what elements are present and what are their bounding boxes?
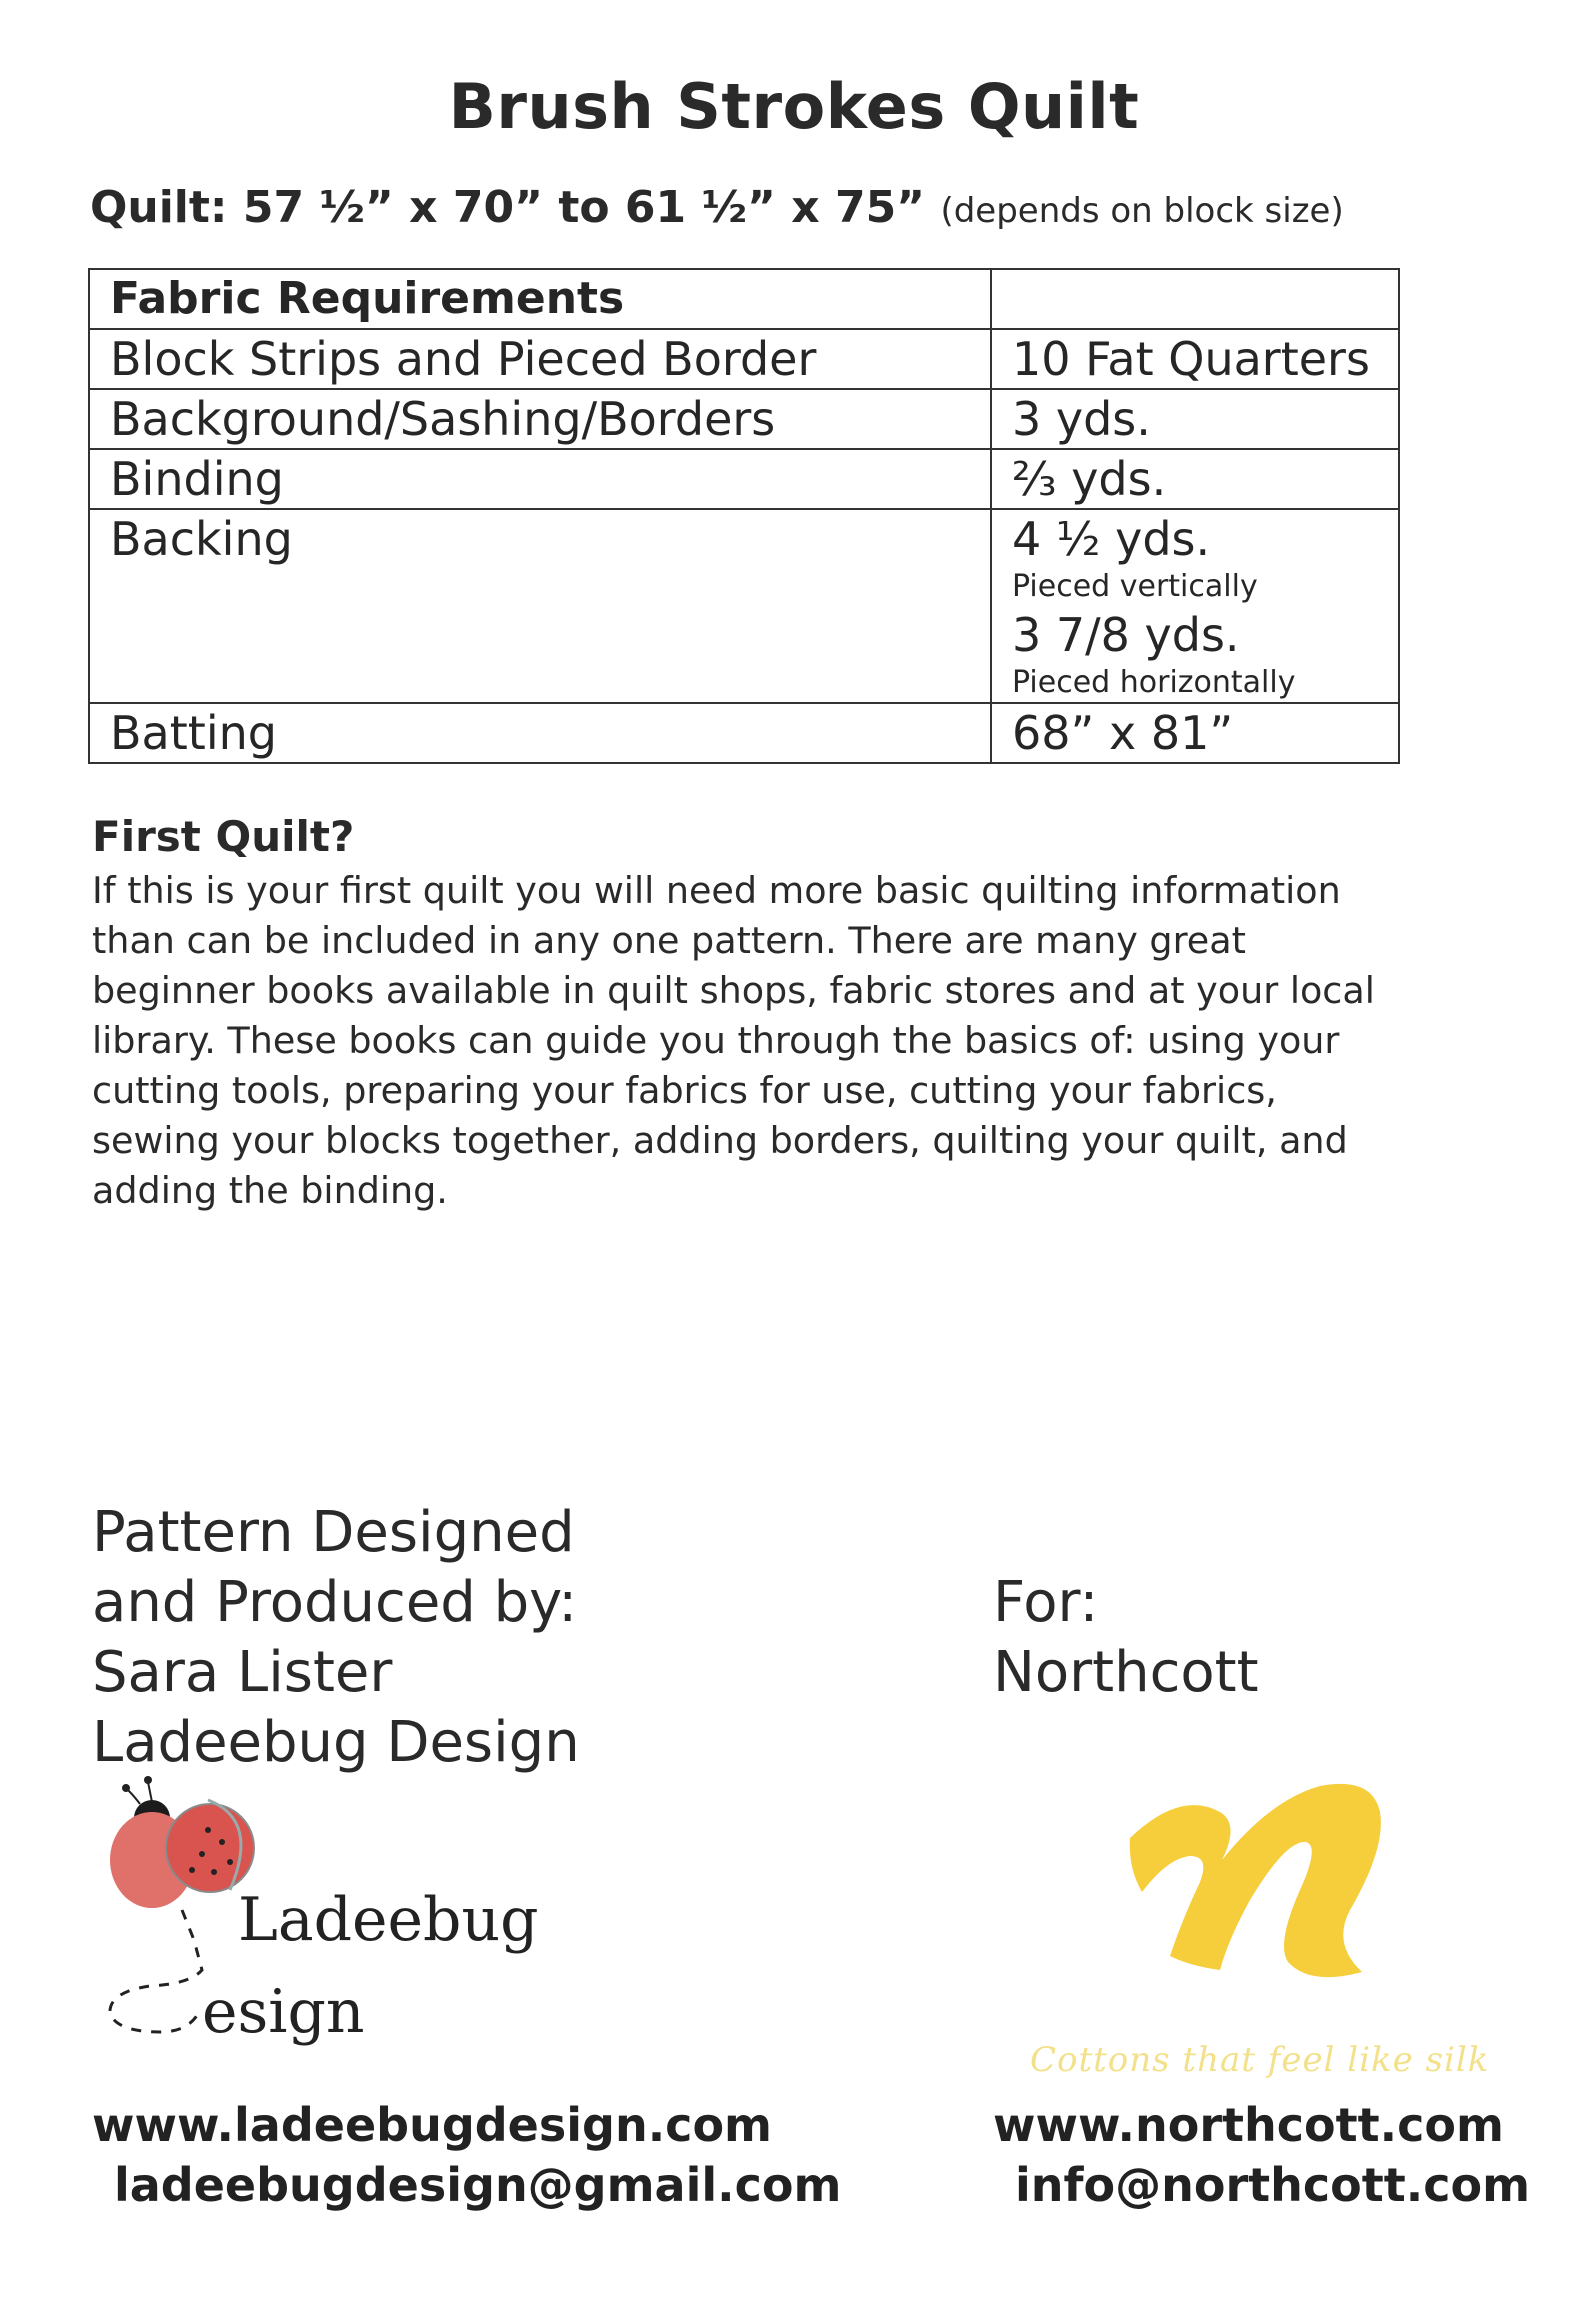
fabric-qty-note: Pieced vertically [1012, 569, 1258, 604]
paragraph-line: than can be included in any one pattern. There are many great [92, 919, 1246, 962]
paragraph-line: If this is your first quilt you will need more basic quilting information [92, 869, 1341, 912]
fabric-qty-alt-note: Pieced horizontally [1012, 665, 1296, 700]
fabric-qty-multi [991, 509, 1399, 703]
fabric-item: Binding [89, 449, 991, 509]
paragraph-line: adding the binding. [92, 1169, 448, 1212]
fabric-qty: 68” x 81” [991, 703, 1399, 763]
fabric-qty-alt: 3 7/8 yds. [1012, 608, 1240, 662]
paragraph-line: beginner books available in quilt shops, fabric stores and at your local [92, 969, 1375, 1012]
fabric-qty: 10 Fat Quarters [991, 329, 1399, 389]
sponsor-email-link[interactable]: info@northcott.com [1015, 2158, 1531, 2212]
quilt-size [90, 182, 1344, 233]
paragraph-line: library. These books can guide you through the basics of: using your [92, 1019, 1340, 1062]
dotted-trail-icon [110, 1910, 202, 2032]
sponsor-contact [993, 2095, 1530, 2215]
table-header: Fabric Requirements [89, 269, 991, 329]
sponsor-website-link[interactable]: www.northcott.com [993, 2098, 1504, 2152]
designer-credit [92, 1498, 580, 1778]
credit-line: and Produced by: [92, 1570, 578, 1635]
fabric-requirements-table [88, 268, 1400, 764]
ladeebug-logo [90, 1770, 560, 2050]
fabric-qty: 3 yds. [991, 389, 1399, 449]
fabric-item: Batting [89, 703, 991, 763]
table-row [89, 389, 1399, 449]
designer-website-link[interactable]: www.ladeebugdesign.com [92, 2098, 772, 2152]
table-row [89, 703, 1399, 763]
ladybug-icon [110, 1776, 254, 1908]
sponsor-name: Northcott [993, 1640, 1259, 1705]
sponsor-credit [993, 1568, 1259, 1708]
credit-line: Pattern Designed [92, 1500, 575, 1565]
fabric-item: Block Strips and Pieced Border [89, 329, 991, 389]
paragraph-line: cutting tools, preparing your fabrics for use, cutting your fabrics, [92, 1069, 1277, 1112]
first-quilt-paragraph [92, 866, 1532, 1216]
first-quilt-heading: First Quilt? [92, 812, 355, 861]
for-label: For: [993, 1570, 1099, 1635]
table-row [89, 449, 1399, 509]
table-header-empty [991, 269, 1399, 329]
designer-name: Sara Lister [92, 1640, 393, 1705]
fabric-item: Backing [89, 509, 991, 703]
fabric-qty: ⅔ yds. [991, 449, 1399, 509]
northcott-tagline: Cottons that feel like silk [1030, 2040, 1490, 2080]
table-row [89, 509, 1399, 703]
designer-contact [92, 2095, 841, 2215]
logo-text-bottom: esign [202, 1977, 365, 2047]
quilt-size-label: Quilt: 57 ½” x 70” to 61 ½” x 75” [90, 182, 926, 233]
designer-company: Ladeebug Design [92, 1710, 580, 1775]
fabric-qty: 4 ½ yds. [1012, 512, 1211, 566]
logo-text-top: Ladeebug [238, 1885, 539, 1955]
fabric-item: Background/Sashing/Borders [89, 389, 991, 449]
northcott-logo-icon [1110, 1760, 1410, 2000]
page-title: Brush Strokes Quilt [448, 70, 1140, 143]
table-header-row [89, 269, 1399, 329]
quilt-size-note: (depends on block size) [940, 191, 1344, 231]
table-row [89, 329, 1399, 389]
paragraph-line: sewing your blocks together, adding borders, quilting your quilt, and [92, 1119, 1348, 1162]
designer-email-link[interactable]: ladeebugdesign@gmail.com [114, 2158, 842, 2212]
